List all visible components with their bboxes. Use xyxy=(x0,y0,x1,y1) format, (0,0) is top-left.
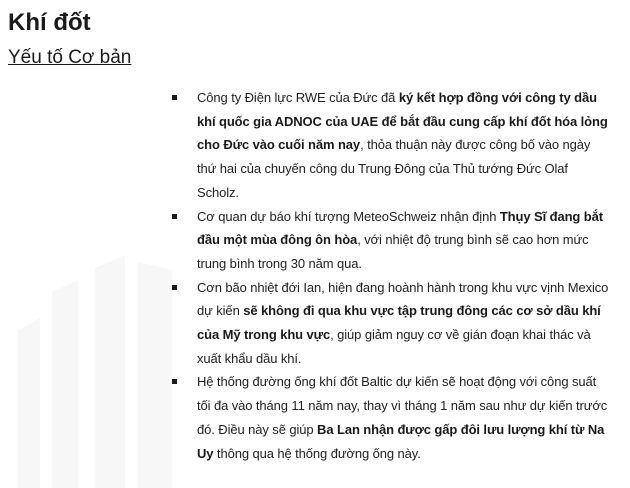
text-segment: , với nhiệt độ trung bình sẽ cao hơn mức trung bình trong 30 năm qua. xyxy=(197,232,589,271)
text-segment: Hệ thống đường ống khí đốt Baltic dự kiến sẽ hoạt động với công suất tối đa vào tháng 11 năm nay, thay vì tháng 1 năm sau như dự kiến trước đó. Điều này sẽ giúp xyxy=(197,374,608,437)
news-bullet-list xyxy=(172,86,612,465)
square-bullet-icon xyxy=(172,379,177,384)
bullet-item xyxy=(172,276,612,371)
bullet-item xyxy=(172,370,612,465)
text-segment: , thỏa thuận này được công bố vào ngày thứ hai của chuyến công du Trung Đông của Thủ tướng Đức Olaf Scholz. xyxy=(197,137,591,200)
text-segment: Công ty Điện lực RWE của Đức đã xyxy=(197,90,399,105)
section-heading: Yếu tố Cơ bản xyxy=(8,47,132,68)
bold-text-segment: Ba Lan nhận được gấp đôi lưu lượng khí từ Na Uy xyxy=(197,421,605,461)
square-bullet-icon xyxy=(172,285,177,290)
text-segment: Cơn bão nhiệt đới Ian, hiện đang hoành hành trong khu vực vịnh Mexico dự kiến xyxy=(197,279,609,319)
text-segment: Cơ quan dự báo khí tượng MeteoSchweiz nhận định xyxy=(197,208,500,224)
bold-text-segment: ký kết hợp đồng với công ty dầu khí quốc gia ADNOC của UAE để bắt đầu cung cấp khí đốt hóa lỏng cho Đức vào cuối năm nay xyxy=(197,90,608,153)
bullet-text xyxy=(197,370,612,465)
bold-text-segment: Thụy Sĩ đang bắt đầu một mùa đông ôn hòa xyxy=(197,208,603,248)
text-segment: thông qua hệ thống đường ống này. xyxy=(213,445,421,461)
bullet-item xyxy=(172,86,612,205)
bullet-text xyxy=(197,276,612,371)
square-bullet-icon xyxy=(172,214,177,219)
bullet-item xyxy=(172,205,612,276)
bullet-text xyxy=(197,205,612,276)
text-segment: , giúp giảm nguy cơ về gián đoạn khai thác và xuất khẩu dầu khí. xyxy=(197,327,591,366)
bullet-text xyxy=(197,86,612,205)
square-bullet-icon xyxy=(172,95,177,100)
bold-text-segment: sẽ không đi qua khu vực tập trung đông các cơ sở dầu khí của Mỹ trong khu vực xyxy=(197,303,601,343)
page-title: Khí đốt xyxy=(8,9,91,36)
